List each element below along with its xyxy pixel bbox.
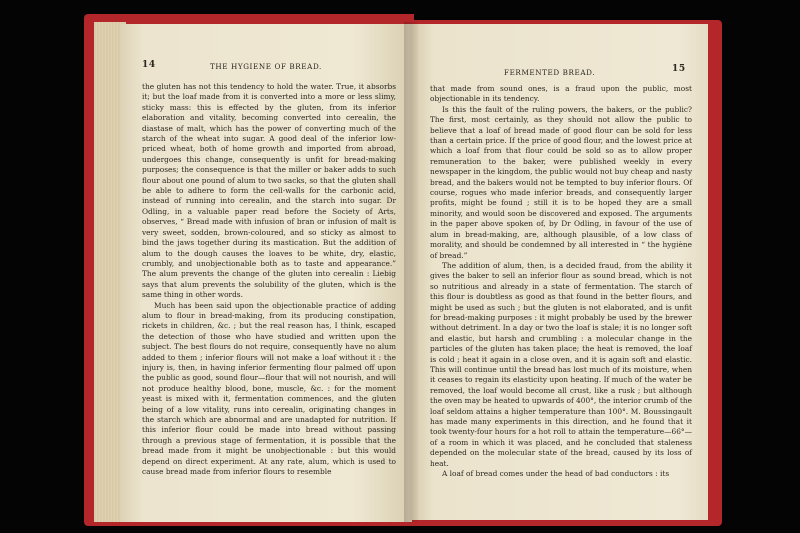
right-running-head: FERMENTED BREAD.	[504, 68, 596, 77]
left-paragraph-1: the gluten has not this tendency to hold the water. True, it absorbs it; but the loaf made from it is converted into a more or less slimy, sticky mass: this is effected by the gluten, from its inferior elaboration and vitality, becoming converted into cerealin, the diastase of malt, which has the power of converting much of the starch of the wheat into sugar. A good deal of the inferior low-priced wheat, both of home growth and imported from abroad, undergoes this change, consequently is unfit for bread-making purposes; the consequence is that the miller or baker adds to such flour about one pound of alum to two sacks, so that the gluten shall be able to adhere to form the cell-walls for the carbonic acid, instead of running into cerealin, and the starch into sugar. Dr Odling, in a valuable paper read before the Society of Arts, observes, “ Bread made with infusion of bran or infusion of malt is very sweet, sodden, brown-coloured, and so sticky as almost to bind the jaws together during its mastication. But the addition of alum to the dough causes the loaves to be white, dry, elastic, crumbly, and unobjectionable both as to taste and appearance.” The alum prevents the change of the gluten into cerealin : Liebig says that alum prevents the solubility of the gluten, which is the same thing in other words.	[142, 82, 396, 300]
left-page	[120, 24, 412, 522]
right-page	[410, 24, 708, 520]
left-page-body	[142, 82, 396, 477]
left-running-head: THE HYGIENE OF BREAD.	[210, 62, 322, 71]
right-paragraph-2: Is this the fault of the ruling powers, the bakers, or the public? The first, most certainly, as they should not allow the public to believe that a loaf of bread made of good flour can be sold for less than a certain price. If the price of good flour, and the lowest price at which a loaf from that flour could be sold so as to allow proper remuneration to the baker, were published weekly in every newspaper in the kingdom, the public would not buy cheap and nasty bread, and the bakers would not be tempted to buy inferior flours. Of course, rogues who made inferior breads, and consequently larger profits, might be found ; still it is to be hoped they are a small minority, and would soon be discovered and exposed. The arguments in the paper above spoken of, by Dr Odling, in favour of the use of alum in bread-making, are, although plausible, of a low class of morality, and should be condemned by all interested in “ the hygiène of bread.”	[430, 104, 692, 260]
right-paragraph-1: that made from sound ones, is a fraud upon the public, most objectionable in its tendency.	[430, 84, 692, 104]
right-paragraph-3: The addition of alum, then, is a decided fraud, from the ability it gives the baker to sell an inferior flour as sound bread, which is not so nutritious and already in a state of fermentation. The starch of this flour is doubtless as good as that found in the better flours, and might be used as such ; but the gluten is not elaborated, and is unfit for bread-making purposes : it might probably be used by the brewer without detriment. In a day or two the loaf is stale; it is no longer soft and elastic, but harsh and crumbling : a molecular change in the particles of the gluten has taken place; the heat is removed, the loaf is cold ; heat it again in a close oven, and it is again soft and elastic. This will continue until the bread has lost much of its moisture, when it ceases to regain its elasticity upon heating. If much of the water be removed, the loaf would become all crust, like a rusk ; but although the oven may be heated to upwards of 400°, the interior crumb of the loaf seldom attains a higher temperature than 100°. M. Boussingault has made many experiments in this direction, and he found that it took twenty-four hours for a hot roll to attain the temperature—66°—of a room in which it was placed, and he concluded that staleness depended on the molecular state of the bread, caused by its loss of heat.	[430, 260, 692, 468]
right-page-number: 15	[672, 64, 686, 74]
left-page-number: 14	[142, 60, 156, 70]
right-page-body	[430, 84, 692, 479]
book-gutter	[404, 22, 418, 522]
right-paragraph-4: A loaf of bread comes under the head of bad conductors : its	[442, 469, 670, 479]
left-paragraph-2: Much has been said upon the objectionable practice of adding alum to flour in bread-making, from its producing constipation, rickets in children, &c. ; but the real reason has, I think, escaped the detection of those who have studied and written upon the subject. The best flours do not require, consequently have no alum added to them ; inferior flours will not make a loaf without it : the injury is, then, in having inferior fermenting flour palmed off upon the public as good, sound flour—flour that will not nourish, and will not produce healthy blood, bone, muscle, &c. : for the moment yeast is mixed with it, fermentation commences, and the gluten being of a low vitality, runs into cerealin, originating changes in the starch which are abnormal and are unadapted for nutrition. If this inferior flour could be made into bread without passing through a previous stage of fermentation, it is possible that the bread made from it might be unobjectionable : but this would depend on direct experiment. At any rate, alum, which is used to cause bread made from inferior flours to resemble	[142, 300, 396, 477]
